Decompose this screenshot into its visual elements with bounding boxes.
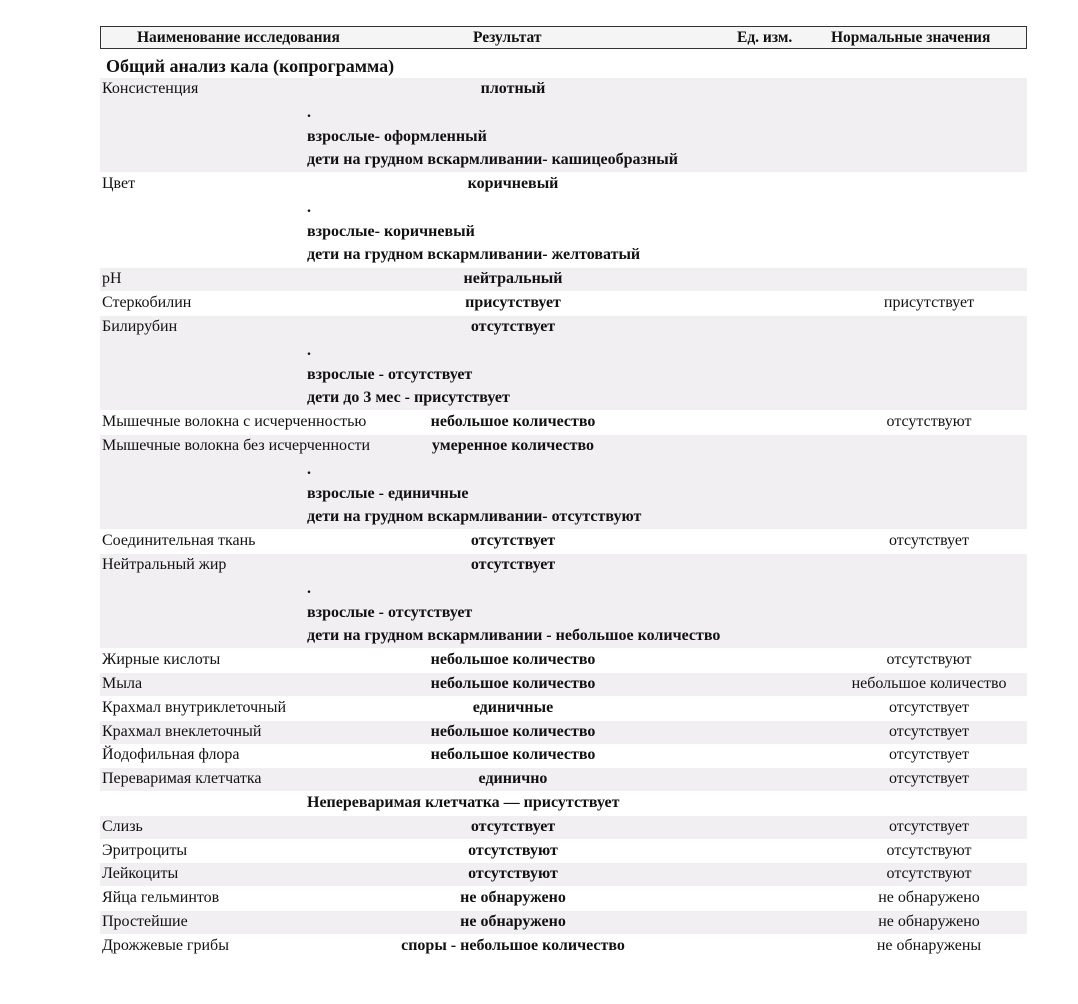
table-row bbox=[100, 173, 1027, 267]
row-sub-adult: взрослые- оформленный bbox=[307, 128, 487, 145]
row-result: отсутствует bbox=[470, 818, 556, 835]
row-name: Стеркобилин bbox=[102, 294, 192, 311]
row-result: отсутствует bbox=[470, 318, 556, 335]
row-name: Крахмал внеклеточный bbox=[102, 723, 262, 740]
row-sub-child: дети на грудном вскармливании- кашицеобразный bbox=[307, 151, 678, 168]
table-row bbox=[100, 697, 1027, 720]
table-row bbox=[100, 887, 1027, 910]
row-result: плотный bbox=[480, 80, 546, 97]
row-result: коричневый bbox=[467, 175, 559, 192]
row-result: споры - небольшое количество bbox=[401, 937, 625, 954]
table-row bbox=[100, 792, 1027, 815]
table-row bbox=[100, 840, 1027, 863]
table-header bbox=[100, 26, 1027, 49]
row-sub-adult: взрослые- коричневый bbox=[307, 223, 475, 240]
table-row bbox=[100, 78, 1027, 172]
row-name: Яйца гельминтов bbox=[102, 889, 220, 906]
row-name: Слизь bbox=[102, 818, 143, 835]
row-name: Дрожжевые грибы bbox=[102, 937, 229, 954]
row-result: отсутствуют bbox=[468, 865, 558, 882]
row-result: отсутствует bbox=[470, 532, 556, 549]
table-row bbox=[100, 411, 1027, 434]
row-name: Простейшие bbox=[102, 913, 188, 930]
row-norm: отсутствует bbox=[888, 532, 970, 549]
header-name: Наименование исследования bbox=[137, 29, 340, 46]
row-name: Переваримая клетчатка bbox=[102, 770, 262, 787]
table-row bbox=[100, 673, 1027, 696]
row-result: небольшое количество bbox=[430, 675, 596, 692]
table-row bbox=[100, 316, 1027, 410]
row-dot: . bbox=[307, 104, 311, 121]
row-norm: отсутствуют bbox=[886, 413, 972, 430]
table-row bbox=[100, 768, 1027, 791]
row-name: Йодофильная флора bbox=[102, 746, 240, 763]
row-result: отсутствует bbox=[470, 556, 556, 573]
row-note: Непереваримая клетчатка — присутствует bbox=[307, 794, 620, 811]
row-result: нейтральный bbox=[463, 270, 563, 287]
table-row bbox=[100, 744, 1027, 767]
row-name: Лейкоциты bbox=[102, 865, 179, 882]
row-result: единичные bbox=[472, 699, 554, 716]
row-sub-child: дети на грудном вскармливании- отсутствуют bbox=[307, 508, 642, 525]
row-dot: . bbox=[307, 342, 311, 359]
row-sub-child: дети на грудном вскармливании - небольшое количество bbox=[307, 627, 721, 644]
table-row bbox=[100, 816, 1027, 839]
row-name: Мышечные волокна без исчерченности bbox=[102, 437, 371, 454]
row-norm: присутствует bbox=[883, 294, 975, 311]
section-title: Общий анализ кала (копрограмма) bbox=[106, 56, 395, 76]
row-norm: отсутствует bbox=[888, 818, 970, 835]
table-row bbox=[100, 721, 1027, 744]
row-dot: . bbox=[307, 580, 311, 597]
row-name: Консистенция bbox=[102, 80, 199, 97]
table-row bbox=[100, 911, 1027, 934]
table-row bbox=[100, 530, 1027, 553]
row-norm: отсутствуют bbox=[886, 865, 972, 882]
row-norm: отсутствуют bbox=[886, 651, 972, 668]
row-result: небольшое количество bbox=[430, 746, 596, 763]
row-name: Цвет bbox=[102, 175, 136, 192]
header-unit: Ед. изм. bbox=[737, 29, 793, 46]
table-row bbox=[100, 268, 1027, 291]
row-name: Крахмал внутриклеточный bbox=[102, 699, 287, 716]
row-name: Мышечные волокна с исчерченностью bbox=[102, 413, 367, 430]
row-name: Нейтральный жир bbox=[102, 556, 227, 573]
table-row bbox=[100, 863, 1027, 886]
row-name: Билирубин bbox=[102, 318, 178, 335]
row-result: небольшое количество bbox=[430, 651, 596, 668]
row-result: не обнаружено bbox=[460, 889, 566, 906]
row-result: присутствует bbox=[465, 294, 561, 311]
row-norm: небольшое количество bbox=[851, 675, 1007, 692]
header-norm: Нормальные значения bbox=[831, 29, 991, 46]
row-sub-child: дети до 3 мес - присутствует bbox=[307, 389, 510, 406]
table-row bbox=[100, 554, 1027, 648]
row-norm: не обнаружено bbox=[878, 889, 980, 906]
row-norm: отсутствует bbox=[888, 770, 970, 787]
table-row bbox=[100, 649, 1027, 672]
table-row bbox=[100, 292, 1027, 315]
row-norm: не обнаружены bbox=[876, 937, 982, 954]
row-sub-child: дети на грудном вскармливании- желтоватый bbox=[307, 246, 641, 263]
row-sub-adult: взрослые - отсутствует bbox=[307, 366, 473, 383]
row-result: небольшое количество bbox=[430, 413, 596, 430]
row-result: отсутствуют bbox=[468, 842, 558, 859]
row-dot: . bbox=[307, 199, 311, 216]
row-name: Мыла bbox=[102, 675, 143, 692]
table-row bbox=[100, 935, 1027, 981]
row-norm: отсутствует bbox=[888, 723, 970, 740]
row-sub-adult: взрослые - отсутствует bbox=[307, 604, 473, 621]
header-result: Результат bbox=[473, 29, 542, 46]
table-row bbox=[100, 435, 1027, 529]
row-dot: . bbox=[307, 461, 311, 478]
row-result: умеренное количество bbox=[431, 437, 595, 454]
row-norm: отсутствует bbox=[888, 699, 970, 716]
row-name: Жирные кислоты bbox=[102, 651, 221, 668]
row-sub-adult: взрослые - единичные bbox=[307, 485, 469, 502]
row-norm: отсутствует bbox=[888, 746, 970, 763]
row-result: небольшое количество bbox=[430, 723, 596, 740]
row-name: pH bbox=[102, 270, 122, 287]
row-norm: отсутствуют bbox=[886, 842, 972, 859]
row-name: Эритроциты bbox=[102, 842, 188, 859]
row-result: не обнаружено bbox=[460, 913, 566, 930]
row-result: единично bbox=[478, 770, 548, 787]
row-name: Соединительная ткань bbox=[102, 532, 256, 549]
row-norm: не обнаружено bbox=[878, 913, 980, 930]
